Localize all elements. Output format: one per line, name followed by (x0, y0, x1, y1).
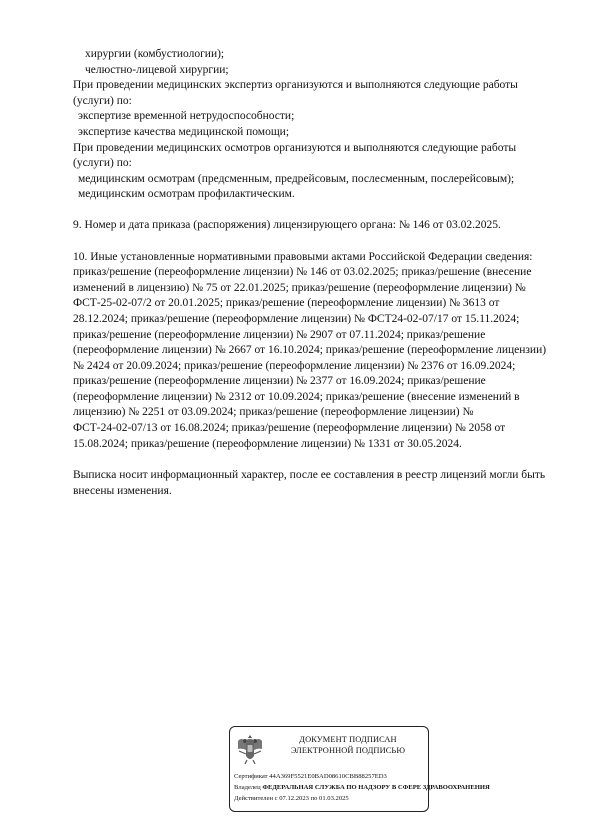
stamp-certificate: Сертификат 44A369F5521E0BAD08610CBB88257ED3 (234, 773, 387, 780)
disclaimer-note (73, 468, 571, 499)
text-line: ФСТ-24-02-07/13 от 16.08.2024; приказ/решение (переоформление лицензии) № 2058 от (73, 422, 506, 435)
text-line: изменений в лицензию) № 75 от 22.01.2025; приказ/решение (переоформление лицензии) № (73, 281, 526, 294)
text-line: При проведении медицинских осмотров организуются и выполняются следующие работы (73, 141, 517, 154)
coat-of-arms-icon (235, 732, 265, 766)
stamp-title: ДОКУМЕНТ ПОДПИСАН ЭЛЕКТРОННОЙ ПОДПИСЬЮ (290, 735, 406, 755)
text-line: приказ/решение (переоформление лицензии) № 146 от 03.02.2025; приказ/решение (внесение (73, 266, 532, 279)
text-line: хирургии (комбустиологии); (85, 48, 225, 60)
section-9: 9. Номер и дата приказа (распоряжения) лицензирующего органа: № 146 от 03.02.2025. (73, 218, 501, 231)
text-line: (переоформление лицензии) № 2312 от 10.09.2024; приказ/решение (внесение изменений в (73, 390, 520, 403)
text-line: 28.12.2024; приказ/решение (переоформление лицензии) № ФСТ24-02-07/17 от 15.11.2024; (73, 312, 520, 325)
text-line: Выписка носит информационный характер, после ее составления в реестр лицензий могли быть (73, 469, 546, 482)
text-line: 10. Иные установленные нормативными правовыми актами Российской Федерации сведения: (73, 250, 533, 263)
text-line: экспертизе временной нетрудоспособности; (78, 110, 295, 123)
text-line: челюстно-лицевой хирургии; (85, 63, 229, 76)
electronic-signature-stamp (229, 726, 490, 812)
text-line: экспертизе качества медицинской помощи; (78, 125, 290, 138)
text-line: (переоформление лицензии) № 2667 от 16.10.2024; приказ/решение (переоформление лицензии) (73, 344, 547, 357)
text-line: лицензию) № 2251 от 03.09.2024; приказ/решение (переоформление лицензии) № (73, 406, 474, 419)
text-line: приказ/решение (переоформление лицензии) № 2377 от 16.09.2024; приказ/решение (73, 375, 486, 388)
text-line: приказ/решение (переоформление лицензии) № 2907 от 07.11.2024; приказ/решение (73, 328, 486, 341)
text-line: № 2424 от 20.09.2024; приказ/решение (переоформление лицензии) № 2376 от 16.09.2024; (73, 359, 516, 372)
text-line: внесены изменения. (73, 484, 172, 497)
text-line: медицинским осмотрам профилактическим. (78, 188, 295, 201)
text-line: (услуги) по: (73, 157, 132, 170)
section-10 (73, 250, 571, 453)
stamp-validity: Действителен с 07.12.2023 по 01.03.2025 (234, 795, 349, 802)
text-line: ФСТ-25-02-07/2 от 20.01.2025; приказ/решение (переоформление лицензии) № 3613 от (73, 297, 500, 310)
document-body (73, 47, 571, 499)
text-line: 15.08.2024; приказ/решение (переоформление лицензии) № 1331 от 30.05.2024. (73, 437, 462, 450)
text-line: При проведении медицинских экспертиз организуются и выполняются следующие работы (73, 79, 518, 92)
text-line: (услуги) по: (73, 94, 132, 107)
stamp-owner: Владелец ФЕДЕРАЛЬНАЯ СЛУЖБА ПО НАДЗОРУ В СФЕРЕ ЗДРАВООХРАНЕНИЯ (234, 784, 490, 791)
text-line: медицинским осмотрам (предсменным, предрейсовым, послесменным, послерейсовым); (78, 172, 515, 185)
license-works-list (73, 47, 571, 203)
